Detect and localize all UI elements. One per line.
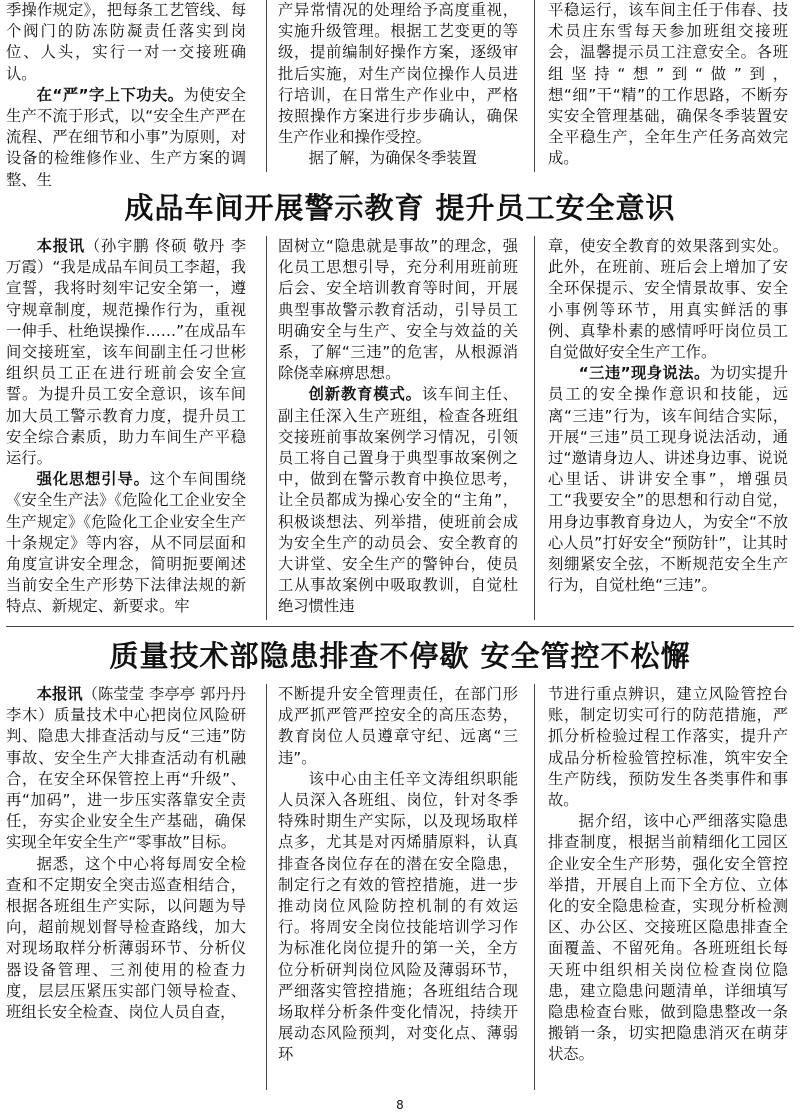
divider-top-1 — [266, 0, 267, 172]
top-col1-lead: 在“严”字上下功夫。 — [36, 85, 184, 104]
article1-byline-lead: 本报讯 — [36, 237, 85, 255]
page-number: 8 — [396, 1098, 404, 1112]
top-column-1 — [6, 0, 246, 189]
article2-col1-body-1: （陈莹莹 李亭亭 郭丹丹 李木）质量技术中心把岗位风险研判、隐患大排查活动与反“三违”防事故、安全生产大排查活动有机融合，在安全环保管控上再“升级”、再“加码”，进一步压实落靠安全责任，夯实企业安全生产基础，确保实现全年安全生产“零事故”目标。 — [6, 685, 246, 852]
article1-col3-para-2 — [548, 363, 788, 596]
divider-article1-1 — [266, 236, 267, 620]
article2-col1-para-2: 据悉，这个中心将每周安全检查和不定期安全突击巡查相结合，根据各班组生产实际，以问题为导向，超前规划督导检查路线，加大对现场取样分析薄弱环节、分析仪器设备管理、三剂使用的检查力度，层层压紧压实部门领导检查、班组长安全检查、岗位人员自查， — [6, 854, 246, 1022]
article1-col1-para-2 — [6, 469, 246, 617]
article2-col2-para-1: 不断提升安全管理责任，在部门形成严抓严管严控安全的高压态势，教育岗位人员遵章守纪、远离“三违”。 — [278, 685, 518, 767]
divider-article1-2 — [534, 236, 535, 620]
top-column-2 — [278, 0, 518, 172]
article1-column-1 — [6, 236, 246, 620]
article2-byline-lead: 本报讯 — [36, 685, 83, 703]
divider-top-2 — [534, 0, 535, 172]
top-col3-para-1: 平稳运行，该车间主任于伟春、技术员庄东雪每天参加班组交接班会，温馨提示员工注意安全。各班组坚持“想”到“做”到，想“细”干“精”的工作思路，不断夯实安全管理基础，确保冬季装置安全平稳生产，全年生产任务高效完成。 — [548, 1, 788, 168]
top-col1-para-1: 季操作规定》，把每条工艺管线、每个阀门的防冻防凝责任落实到岗位、人头，实行一对一交接班确认。 — [6, 1, 246, 83]
article1-column-2 — [278, 236, 518, 620]
top-column-3 — [548, 0, 788, 172]
article2-col3-para-2: 据介绍，该中心严细落实隐患排查制度，根据当前精细化工园区企业安全生产形势，强化安全管控举措，开展自上而下全方位、立体化的安全隐患检查，实现分析检测区、办公区、交接班区隐患排查全面覆盖、不留死角。各班班组长每天班中组织相关岗位检查岗位隐患，建立隐患问题清单，详细填写隐患检查台账，做到隐患整改一条搬销一条，切实把隐患消灭在萌芽状态。 — [548, 812, 788, 1064]
article1-col1-body-1: （孙宇鹏 佟硕 敬丹 李万霞）“我是成品车间员工李超，我宣誓，我将时刻牢记安全第一，遵守规章制度，规范操作行为，重视一伸手、杜绝误操作……”在成品车间交接班室，该车间副主任刁世彬组织员工正在进行班前会安全宣誓。为提升员工安全意识，该车间加大员工警示教育力度，提升员工安全综合素质，助力车间生产平稳运行。 — [6, 237, 246, 468]
article1-col2-body-2: 该车间主任、副主任深入生产班组，检查各班组交接班前事故案例学习情况，引领员工将自己置身于典型事故案例之中，做到在警示教育中换位思考，让全员都成为操心安全的“主角”，积极谈想法、列举措，使班前会成为安全生产的动员会、安全教育的大讲堂、安全生产的警钟台，使员工从事故案例中吸取教训，自觉杜绝习惯性违 — [278, 385, 518, 616]
divider-article2-2 — [534, 684, 535, 1090]
article2-col1-para-1 — [6, 684, 246, 854]
article1-headline: 成品车间开展警示教育 提升员工安全意识 — [124, 191, 676, 225]
article1-col3-para-1: 章，使安全教育的效果落到实处。此外，在班前、班后会上增加了安全环保提示、安全情景故事、安全小事例等环节，用真实鲜活的事例、真挚朴素的感情呼吁岗位员工自觉做好安全生产工作。 — [548, 237, 788, 362]
article2-column-1 — [6, 684, 246, 1090]
article2-headline: 质量技术部隐患排查不停歇 安全管控不松懈 — [109, 639, 691, 673]
article1-subhead-2: 创新教育模式。 — [308, 385, 422, 404]
article1-col2-para-1: 固树立“隐患就是事故”的理念，强化员工思想引导，充分利用班前班后会、安全培训教育等时间，开展典型事故警示教育活动，引导员工明确安全与生产、安全与效益的关系，了解“三违”的危害，从根源消除侥幸麻痹思想。 — [278, 237, 518, 383]
article1-col2-para-2 — [278, 384, 518, 617]
article2-col3-para-1: 节进行重点辨识，建立风险管控台账，制定切实可行的防范措施，严抓分析检验过程工作落实，提升产成品分析检验管控标准，筑牢安全生产防线，预防发生各类事件和事故。 — [548, 685, 788, 810]
top-col2-para-2: 据了解，为确保冬季装置 — [308, 149, 477, 168]
article1-subhead-1: 强化思想引导。 — [36, 470, 150, 489]
section-divider — [6, 626, 794, 627]
article1-subhead-3: “三违”现身说法。 — [578, 364, 710, 383]
article2-col2-para-2: 该中心由主任辛文涛组织职能人员深入各班组、岗位，针对冬季特殊时期生产实际，以及现场取样点多，尤其是对丙烯腈原料，认真排查各岗位存在的潜在安全隐患，制定行之有效的管控措施，进一步推动岗位风险防控机制的有效运行。将周安全岗位技能培训学习作为标准化岗位提升的第一关，全方位分析研判岗位风险及薄弱环节，严细落实管控措施；各班组结合现场取样分析条件变化情况，持续开展动态风险预判，对变化点、薄弱环 — [278, 769, 518, 1064]
article2-column-2 — [278, 684, 518, 1090]
article1-col1-para-1 — [6, 236, 246, 469]
article1-col3-body-2: 为切实提升员工的安全操作意识和技能，远离“三违”行为，该车间结合实际，开展“三违”员工现身说法活动，通过“邀请身边人、讲述身边事、说说心里话、讲讲安全事”，增强员工“我要安全”的思想和行动自觉，用身边事教育身边人，为安全“不放心人员”打好安全“预防针”，让其时刻绷紧安全弦，不断规范安全生产行为，自觉杜绝“三违”。 — [548, 364, 788, 595]
top-col1-para-2 — [6, 85, 246, 191]
article2-column-3 — [548, 684, 788, 1090]
top-col2-para-1: 产异常情况的处理给予高度重视，实施升级管理。根据工艺变更的等级，提前编制好操作方案，逐级审批后实施，对生产岗位操作人员进行培训，在日常生产作业中，严格按照操作方案进行步步确认，确保生产作业和操作受控。 — [278, 1, 518, 147]
article1-col1-body-2: 这个车间围绕《安全生产法》《危险化工企业安全生产规定》《危险化工企业安全生产十条规定》等内容，从不同层面和角度宣讲安全理念，简明扼要阐述当前安全生产形势下法律法规的新特点、新规定、新要求。牢 — [6, 470, 246, 616]
article1-column-3 — [548, 236, 788, 620]
top-col1-body: 为使安全生产不流于形式，以“安全生产严在流程、严在细节和小事”为原则，对设备的检维修作业、生产方案的调整、生 — [6, 85, 246, 189]
divider-article2-1 — [266, 684, 267, 1090]
